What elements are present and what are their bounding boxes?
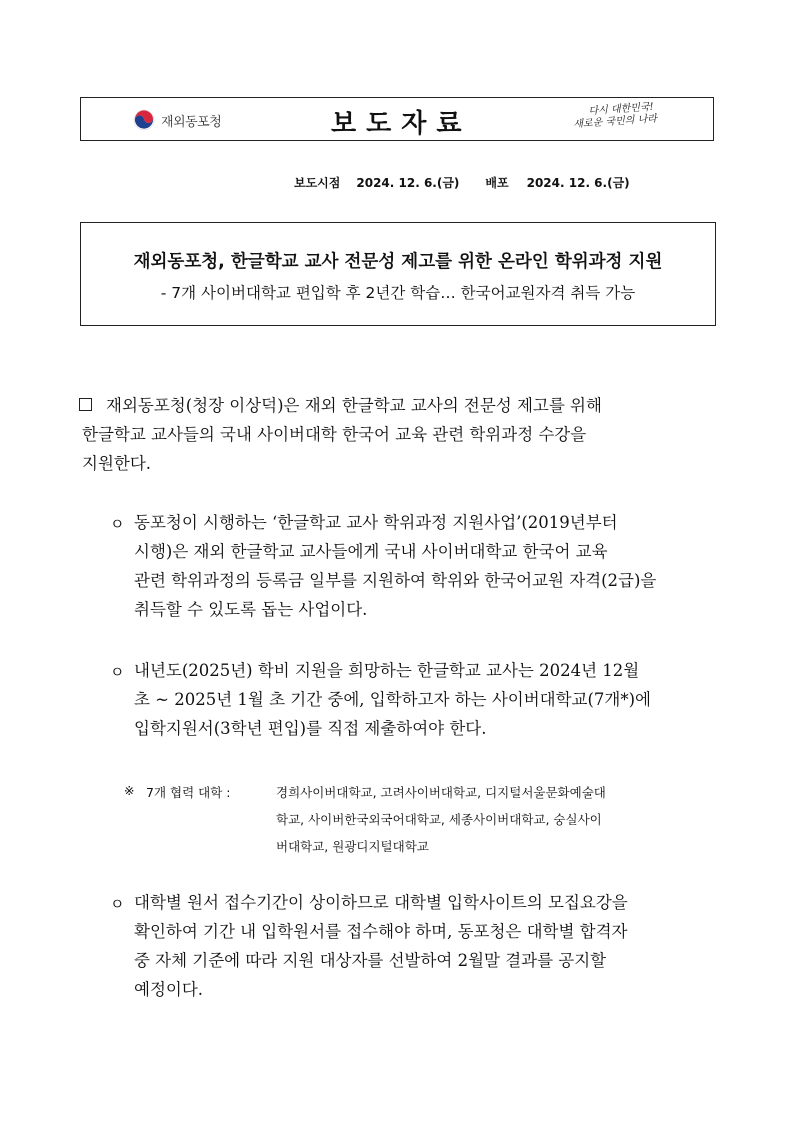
intro-paragraph (82, 391, 718, 478)
paragraph-line: 시행)은 재외 한글학교 교사들에게 국내 사이버대학교 한국어 교육 (134, 542, 608, 561)
note-line: 학교, 사이버한국외국어대학교, 세종사이버대학교, 숭실사이 (276, 812, 602, 827)
paragraph-line: 입학지원서(3학년 편입)를 직접 제출하여야 한다. (134, 719, 487, 738)
paragraph-line: 내년도(2025년) 학비 지원을 희망하는 한글학교 교사는 2024년 12월 (134, 661, 640, 680)
checkbox-bullet-icon (79, 398, 92, 411)
agency-name: 재외동포청 (161, 114, 222, 130)
note-reference-mark: ※ (124, 783, 135, 798)
distribution-label: 배포 (485, 176, 509, 190)
partner-universities-list (276, 779, 716, 860)
press-release-header (80, 97, 714, 141)
note-label: 7개 협력 대학 : (146, 785, 231, 800)
paragraph-line: 초 ~ 2025년 1월 초 기간 중에, 입학하고자 하는 사이버대학교(7개*)에 (134, 690, 651, 709)
paragraph-line: 취득할 수 있도록 돕는 사업이다. (134, 600, 368, 619)
item-1-paragraph (134, 508, 718, 624)
release-time-value: 2024. 12. 6.(금) (356, 176, 460, 190)
slogan (564, 100, 675, 132)
paragraph-line: 동포청이 시행하는 ‘한글학교 교사 학위과정 지원사업’(2019년부터 (134, 513, 618, 532)
agency-logo (133, 109, 221, 131)
taegeuk-emblem-icon (133, 109, 155, 131)
paragraph-line: 중 자체 기준에 따라 지원 대상자를 선발하여 2월말 결과를 공지할 (134, 951, 607, 970)
headline-box (80, 222, 716, 326)
item-2-paragraph (134, 656, 718, 743)
release-date-line (294, 174, 630, 191)
circle-bullet-icon: ㅇ (110, 895, 125, 913)
distribution-value: 2024. 12. 6.(금) (526, 176, 630, 190)
slogan-line-1: 다시 대한민국! (588, 101, 655, 118)
paragraph-line: 한글학교 교사들의 국내 사이버대학 한국어 교육 관련 학위과정 수강을 (82, 425, 587, 444)
paragraph-line: 관련 학위과정의 등록금 일부를 지원하여 학위와 한국어교원 자격(2급)을 (134, 571, 657, 590)
note-line: 버대학교, 원광디지털대학교 (276, 839, 429, 854)
circle-bullet-icon: ㅇ (110, 515, 125, 533)
paragraph-line: 재외동포청(청장 이상덕)은 재외 한글학교 교사의 전문성 제고를 위해 (106, 396, 602, 415)
slogan-line-2: 새로운 국민의 나라 (573, 113, 658, 131)
headline-subtitle: - 7개 사이버대학교 편입학 후 2년간 학습… 한국어교원자격 취득 가능 (160, 284, 636, 302)
paragraph-line: 확인하여 기간 내 입학원서를 접수해야 하며, 동포청은 대학별 합격자 (134, 922, 628, 941)
document-type-title: 보도자료 (331, 109, 472, 139)
note-line: 경희사이버대학교, 고려사이버대학교, 디지털서울문화예술대 (276, 785, 606, 800)
paragraph-line: 예정이다. (134, 980, 204, 999)
release-time-label: 보도시점 (294, 176, 341, 190)
circle-bullet-icon: ㅇ (110, 663, 125, 681)
headline-title: 재외동포청, 한글학교 교사 전문성 제고를 위한 온라인 학위과정 지원 (133, 252, 663, 272)
paragraph-line: 대학별 원서 접수기간이 상이하므로 대학별 입학사이트의 모집요강을 (134, 893, 628, 912)
item-3-paragraph (134, 888, 718, 1004)
paragraph-line: 지원한다. (82, 454, 152, 473)
